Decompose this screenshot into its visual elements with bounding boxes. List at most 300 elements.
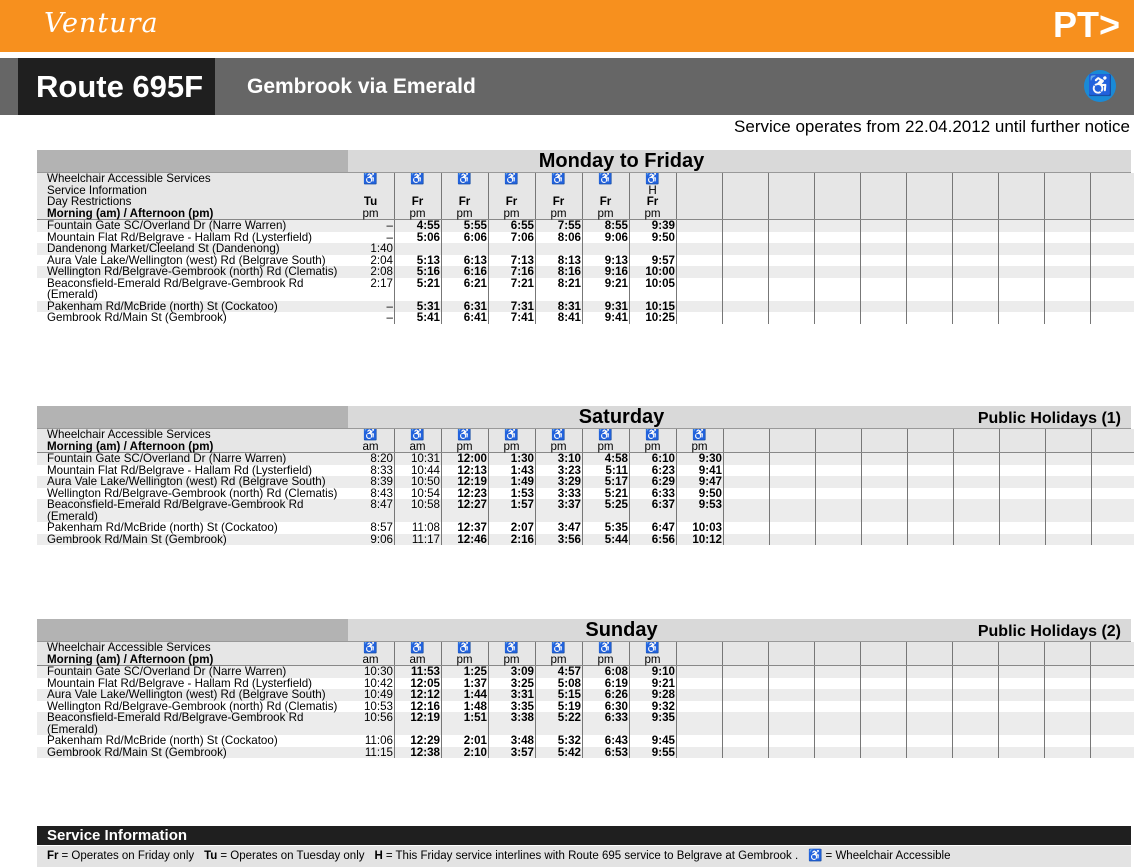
departure-time: 1:25 [442, 666, 489, 678]
departure-time: 9:31 [583, 301, 630, 313]
wheelchair-icon: ♿ [630, 429, 677, 441]
empty-cell [723, 301, 769, 313]
empty-cell [1091, 243, 1134, 255]
empty-cell [1091, 312, 1134, 324]
empty-cell [954, 488, 1000, 500]
empty-cell [907, 243, 953, 255]
empty-cell [723, 747, 769, 759]
departure-time: 6:31 [442, 301, 489, 313]
empty-cell [953, 173, 999, 185]
empty-cell [724, 522, 770, 534]
wheelchair-icon: ♿ [348, 173, 395, 185]
departure-time: 12:23 [442, 488, 489, 500]
empty-cell [861, 642, 907, 654]
empty-cell [815, 185, 861, 197]
route-header-bar [0, 58, 1134, 115]
departure-time: 5:31 [395, 301, 442, 313]
empty-cell [907, 642, 953, 654]
empty-cell [908, 534, 954, 546]
empty-cell [907, 185, 953, 197]
departure-time: 10:30 [348, 666, 395, 678]
empty-cell [1045, 278, 1091, 301]
empty-cell [1045, 678, 1091, 690]
departure-time: 2:10 [442, 747, 489, 759]
empty-cell [1092, 465, 1134, 477]
empty-cell [953, 185, 999, 197]
empty-cell [862, 488, 908, 500]
departure-time: 5:11 [583, 465, 630, 477]
departure-time: 12:00 [442, 453, 489, 465]
departure-time: 9:13 [583, 255, 630, 267]
departure-time: 4:55 [395, 220, 442, 232]
stop-name: Pakenham Rd/McBride (north) St (Cockatoo) [37, 301, 348, 313]
empty-cell [907, 232, 953, 244]
departure-time: 9:28 [630, 689, 677, 701]
departure-time: 12:19 [442, 476, 489, 488]
empty-cell [677, 243, 723, 255]
departure-time: 6:53 [583, 747, 630, 759]
empty-cell [999, 243, 1045, 255]
empty-cell [1091, 208, 1134, 220]
empty-cell [861, 243, 907, 255]
departure-time: 9:45 [630, 735, 677, 747]
empty-cell [770, 499, 816, 522]
departure-time: 9:41 [677, 465, 724, 477]
timetable-grid [37, 429, 1134, 545]
empty-cell [1092, 441, 1134, 453]
departure-time: 12:27 [442, 499, 489, 522]
empty-cell [677, 196, 723, 208]
note-code: ♿ [808, 850, 823, 862]
empty-cell [770, 453, 816, 465]
departure-time: 10:00 [630, 266, 677, 278]
empty-cell [953, 220, 999, 232]
empty-cell [953, 701, 999, 713]
meta-cell: am [348, 441, 395, 453]
empty-cell [954, 534, 1000, 546]
departure-time: 10:12 [677, 534, 724, 546]
empty-cell [723, 196, 769, 208]
empty-cell [723, 712, 769, 735]
departure-time: 1:51 [442, 712, 489, 735]
departure-time: 12:37 [442, 522, 489, 534]
meta-cell: pm [536, 441, 583, 453]
empty-cell [724, 453, 770, 465]
empty-cell [769, 654, 815, 666]
empty-cell [723, 654, 769, 666]
departure-time: 6:19 [583, 678, 630, 690]
public-holidays-label: Public Holidays (1) [977, 410, 1121, 427]
table-row [37, 220, 1134, 232]
meta-label: Morning (am) / Afternoon (pm) [37, 208, 348, 220]
empty-cell [999, 701, 1045, 713]
departure-time: 6:13 [442, 255, 489, 267]
empty-cell [999, 747, 1045, 759]
empty-cell [861, 220, 907, 232]
empty-cell [1045, 232, 1091, 244]
empty-cell [861, 654, 907, 666]
empty-cell [769, 243, 815, 255]
empty-cell [1091, 712, 1134, 735]
stop-name: Beaconsfield-Emerald Rd/Belgrave-Gembrook Rd (Emerald) [37, 499, 348, 522]
empty-cell [769, 312, 815, 324]
empty-cell [954, 453, 1000, 465]
empty-cell [862, 441, 908, 453]
departure-time: 4:58 [583, 453, 630, 465]
empty-cell [1091, 278, 1134, 301]
empty-cell [1091, 747, 1134, 759]
wheelchair-icon: ♿ [677, 429, 724, 441]
departure-time: – [348, 220, 395, 232]
departure-time: 9:21 [630, 678, 677, 690]
empty-cell [907, 255, 953, 267]
departure-time: 8:47 [348, 499, 395, 522]
departure-time: 8:41 [536, 312, 583, 324]
departure-time: 9:32 [630, 701, 677, 713]
empty-cell [677, 666, 723, 678]
day-title: Sunday [585, 619, 658, 641]
departure-time: 6:06 [442, 232, 489, 244]
empty-cell [953, 232, 999, 244]
empty-cell [816, 441, 862, 453]
empty-cell [815, 689, 861, 701]
empty-cell [1092, 453, 1134, 465]
empty-cell [1045, 642, 1091, 654]
empty-cell [954, 476, 1000, 488]
empty-cell [999, 220, 1045, 232]
meta-row-wheelchair [37, 429, 1134, 441]
empty-cell [770, 441, 816, 453]
empty-cell [861, 278, 907, 301]
empty-cell [861, 173, 907, 185]
empty-cell [815, 243, 861, 255]
departure-time: 3:10 [536, 453, 583, 465]
wheelchair-icon: ♿ [630, 173, 677, 185]
departure-time: – [348, 232, 395, 244]
empty-cell [1045, 712, 1091, 735]
empty-cell [999, 196, 1045, 208]
departure-time: 8:21 [536, 278, 583, 301]
empty-cell [1045, 701, 1091, 713]
empty-cell [1092, 429, 1134, 441]
meta-cell: pm [489, 208, 536, 220]
meta-label: Wheelchair Accessible Services [37, 173, 348, 185]
departure-time: 5:41 [395, 312, 442, 324]
pt-logo: PT> [1052, 4, 1120, 45]
departure-time: – [348, 301, 395, 313]
empty-cell [954, 429, 1000, 441]
empty-cell [769, 735, 815, 747]
departure-time [442, 243, 489, 255]
departure-time: 8:06 [536, 232, 583, 244]
empty-cell [1091, 266, 1134, 278]
wheelchair-icon: ♿ [536, 173, 583, 185]
empty-cell [723, 312, 769, 324]
departure-time: 10:05 [630, 278, 677, 301]
empty-cell [907, 220, 953, 232]
table-row [37, 499, 1134, 522]
empty-cell [954, 522, 1000, 534]
empty-cell [999, 735, 1045, 747]
empty-cell [861, 678, 907, 690]
departure-time: 9:47 [677, 476, 724, 488]
stop-name: Aura Vale Lake/Wellington (west) Rd (Belgrave South) [37, 689, 348, 701]
empty-cell [769, 173, 815, 185]
empty-cell [1046, 499, 1092, 522]
empty-cell [815, 701, 861, 713]
empty-cell [723, 243, 769, 255]
empty-cell [953, 666, 999, 678]
empty-cell [1000, 429, 1046, 441]
empty-cell [1045, 654, 1091, 666]
departure-time: 10:50 [395, 476, 442, 488]
departure-time: 12:19 [395, 712, 442, 735]
wheelchair-icon: ♿ [489, 173, 536, 185]
table-row [37, 534, 1134, 546]
departure-time: 6:21 [442, 278, 489, 301]
empty-cell [861, 312, 907, 324]
departure-time: 10:53 [348, 701, 395, 713]
departure-time: 6:55 [489, 220, 536, 232]
empty-cell [1046, 429, 1092, 441]
departure-time: 7:16 [489, 266, 536, 278]
empty-cell [999, 278, 1045, 301]
empty-cell [907, 278, 953, 301]
empty-cell [907, 689, 953, 701]
day-title: Monday to Friday [538, 150, 705, 172]
departure-time: 6:26 [583, 689, 630, 701]
empty-cell [953, 689, 999, 701]
empty-cell [1045, 735, 1091, 747]
timetable-sunday [37, 619, 1131, 758]
wheelchair-icon: ♿ [630, 642, 677, 654]
empty-cell [677, 712, 723, 735]
empty-cell [1045, 255, 1091, 267]
empty-cell [907, 196, 953, 208]
departure-time: 10:42 [348, 678, 395, 690]
departure-time: 9:06 [348, 534, 395, 546]
empty-cell [816, 429, 862, 441]
table-row [37, 312, 1134, 324]
empty-cell [816, 453, 862, 465]
empty-cell [815, 220, 861, 232]
departure-time: 12:05 [395, 678, 442, 690]
empty-cell [1046, 488, 1092, 500]
meta-row-service_info [37, 185, 1134, 197]
empty-cell [861, 196, 907, 208]
departure-time: 12:12 [395, 689, 442, 701]
departure-time: 10:49 [348, 689, 395, 701]
empty-cell [723, 232, 769, 244]
empty-cell [1045, 666, 1091, 678]
header-left-band [37, 406, 348, 428]
header-left-band [37, 150, 348, 172]
empty-cell [953, 278, 999, 301]
departure-time: 5:42 [536, 747, 583, 759]
empty-cell [815, 678, 861, 690]
empty-cell [999, 312, 1045, 324]
departure-time: 6:47 [630, 522, 677, 534]
departure-time: 6:08 [583, 666, 630, 678]
empty-cell [769, 689, 815, 701]
stop-name: Aura Vale Lake/Wellington (west) Rd (Belgrave South) [37, 255, 348, 267]
empty-cell [770, 429, 816, 441]
public-holidays-label: Public Holidays (2) [977, 623, 1121, 640]
service-note [204, 850, 364, 862]
departure-time: 6:56 [630, 534, 677, 546]
departure-time: – [348, 312, 395, 324]
table-row [37, 266, 1134, 278]
empty-cell [953, 196, 999, 208]
empty-cell [770, 465, 816, 477]
departure-time: 5:21 [583, 488, 630, 500]
departure-time: 5:44 [583, 534, 630, 546]
wheelchair-icon: ♿ [583, 429, 630, 441]
empty-cell [1091, 735, 1134, 747]
departure-time: 11:53 [395, 666, 442, 678]
empty-cell [861, 255, 907, 267]
departure-time: 11:08 [395, 522, 442, 534]
empty-cell [862, 429, 908, 441]
empty-cell [953, 208, 999, 220]
meta-cell: Fr [630, 196, 677, 208]
departure-time: 3:29 [536, 476, 583, 488]
empty-cell [1092, 499, 1134, 522]
departure-time: 7:41 [489, 312, 536, 324]
empty-cell [677, 301, 723, 313]
empty-cell [861, 689, 907, 701]
empty-cell [1046, 534, 1092, 546]
empty-cell [861, 666, 907, 678]
meta-cell: Fr [489, 196, 536, 208]
empty-cell [953, 255, 999, 267]
empty-cell [999, 185, 1045, 197]
table-row [37, 243, 1134, 255]
wheelchair-icon: ♿ [442, 173, 489, 185]
meta-row-wheelchair [37, 642, 1134, 654]
route-description [247, 58, 476, 115]
meta-cell: Fr [442, 196, 489, 208]
empty-cell [724, 476, 770, 488]
departure-time: 3:38 [489, 712, 536, 735]
empty-cell [999, 173, 1045, 185]
empty-cell [954, 499, 1000, 522]
departure-time: 5:08 [536, 678, 583, 690]
departure-time: 4:57 [536, 666, 583, 678]
section-header [37, 406, 1131, 429]
departure-time: 10:25 [630, 312, 677, 324]
departure-time: 11:15 [348, 747, 395, 759]
empty-cell [999, 654, 1045, 666]
meta-cell: pm [630, 441, 677, 453]
empty-cell [770, 534, 816, 546]
empty-cell [953, 642, 999, 654]
empty-cell [1046, 453, 1092, 465]
empty-cell [816, 499, 862, 522]
departure-time: 6:29 [630, 476, 677, 488]
departure-time: 2:16 [489, 534, 536, 546]
meta-cell: pm [489, 441, 536, 453]
empty-cell [815, 173, 861, 185]
empty-cell [1045, 689, 1091, 701]
empty-cell [723, 185, 769, 197]
empty-cell [1091, 678, 1134, 690]
meta-cell: Tu [348, 196, 395, 208]
empty-cell [677, 312, 723, 324]
departure-time: 5:16 [395, 266, 442, 278]
departure-time: 10:31 [395, 453, 442, 465]
empty-cell [954, 465, 1000, 477]
empty-cell [1091, 689, 1134, 701]
route-via: via Emerald [357, 75, 476, 98]
departure-time: 7:31 [489, 301, 536, 313]
meta-cell: pm [536, 654, 583, 666]
meta-cell: pm [583, 441, 630, 453]
empty-cell [1046, 476, 1092, 488]
wheelchair-icon: ♿ [1084, 70, 1116, 102]
departure-time: 5:35 [583, 522, 630, 534]
empty-cell [1091, 173, 1134, 185]
empty-cell [1091, 654, 1134, 666]
empty-cell [815, 312, 861, 324]
empty-cell [723, 666, 769, 678]
stop-name: Beaconsfield-Emerald Rd/Belgrave-Gembrook Rd (Emerald) [37, 278, 348, 301]
departure-time: 2:07 [489, 522, 536, 534]
empty-cell [723, 642, 769, 654]
wheelchair-icon: ♿ [583, 642, 630, 654]
meta-label: Morning (am) / Afternoon (pm) [37, 654, 348, 666]
meta-cell: pm [489, 654, 536, 666]
departure-time: 1:37 [442, 678, 489, 690]
empty-cell [816, 534, 862, 546]
empty-cell [908, 522, 954, 534]
empty-cell [1045, 185, 1091, 197]
departure-time: 7:13 [489, 255, 536, 267]
empty-cell [1000, 488, 1046, 500]
departure-time: 3:47 [536, 522, 583, 534]
stop-name: Mountain Flat Rd/Belgrave - Hallam Rd (Lysterfield) [37, 465, 348, 477]
departure-time: 9:41 [583, 312, 630, 324]
stop-name: Aura Vale Lake/Wellington (west) Rd (Belgrave South) [37, 476, 348, 488]
empty-cell [1091, 301, 1134, 313]
wheelchair-icon: ♿ [442, 429, 489, 441]
empty-cell [1092, 488, 1134, 500]
empty-cell [907, 654, 953, 666]
departure-time: 7:06 [489, 232, 536, 244]
empty-cell [677, 642, 723, 654]
empty-cell [999, 301, 1045, 313]
wheelchair-icon: ♿ [442, 642, 489, 654]
empty-cell [1092, 522, 1134, 534]
empty-cell [999, 712, 1045, 735]
empty-cell [723, 278, 769, 301]
empty-cell [677, 185, 723, 197]
meta-cell: am [395, 654, 442, 666]
empty-cell [677, 255, 723, 267]
empty-cell [677, 689, 723, 701]
empty-cell [999, 232, 1045, 244]
departure-time: 8:16 [536, 266, 583, 278]
empty-cell [1000, 522, 1046, 534]
departure-time [395, 243, 442, 255]
departure-time: 1:48 [442, 701, 489, 713]
note-code: Fr [47, 850, 59, 862]
meta-label: Wheelchair Accessible Services [37, 429, 348, 441]
empty-cell [723, 678, 769, 690]
empty-cell [1046, 522, 1092, 534]
empty-cell [677, 701, 723, 713]
stop-name: Fountain Gate SC/Overland Dr (Narre Warren) [37, 453, 348, 465]
